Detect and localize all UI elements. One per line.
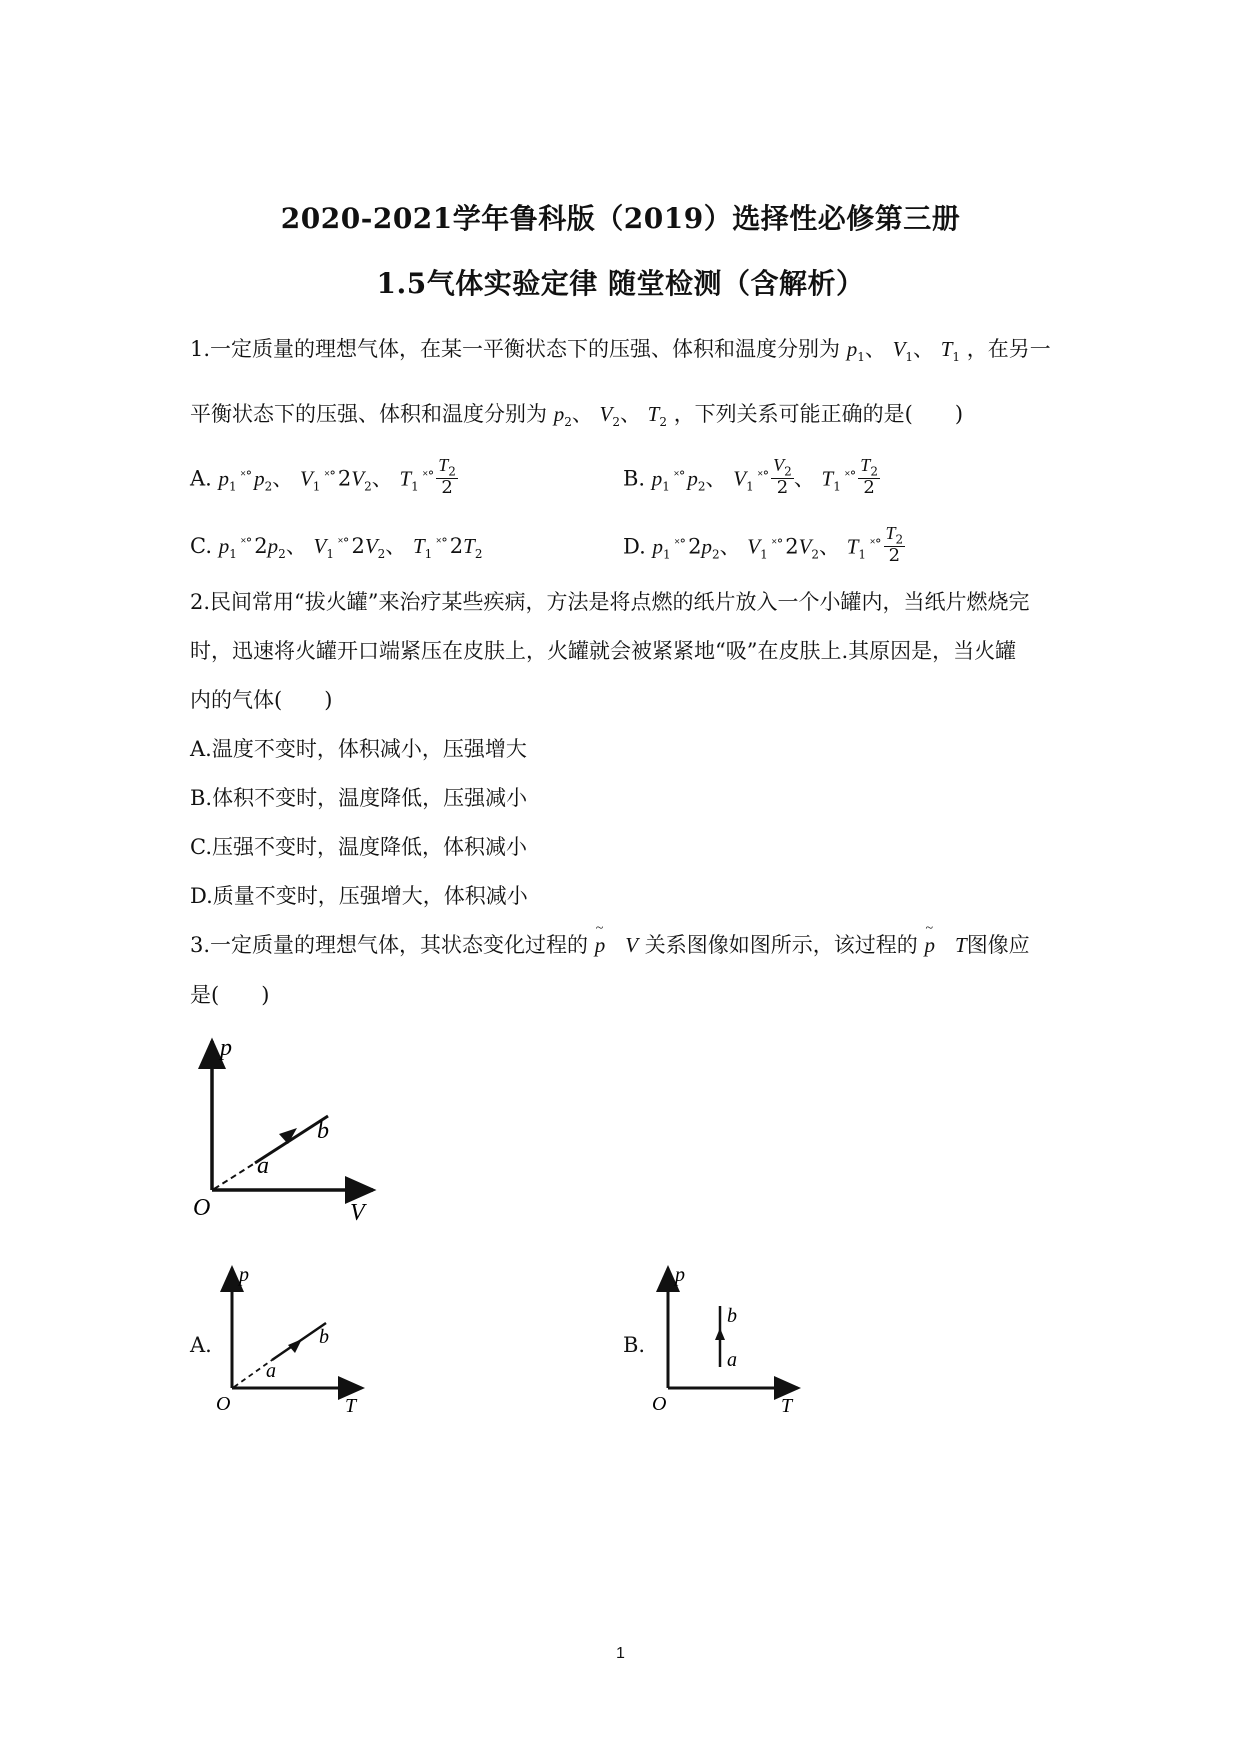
point-label-a: a [727, 1349, 737, 1371]
fraction: $\frac{T_2}{2}$ [860, 455, 878, 499]
origin-label: O [216, 1393, 231, 1415]
axis-label-v: V [350, 1200, 365, 1226]
q1-option-a: A. $p_1^{˟^\circ}p_2$、 $V_1^{˟^\circ}2V_2$、 $T_1^{˟^\circ}$ $\frac{T_2}{2}$ [190, 455, 456, 499]
axis-label-p: p [220, 1035, 232, 1061]
q2-stem-line2: 时，迅速将火罐开口端紧压在皮肤上，火罐就会被紧紧地“吸”在皮肤上.其原因是，当火罐 [190, 639, 1017, 663]
q2-stem-line3: 内的气体( ) [190, 688, 333, 712]
page-number: 1 [616, 1645, 625, 1662]
origin-label: O [652, 1393, 667, 1415]
point-label-b: b [319, 1326, 329, 1348]
doc-title-line1: 2020-2021学年鲁科版（2019）选择性必修第三册 [280, 202, 961, 235]
tilde-p-symbol: ~ p [595, 933, 606, 957]
q3-stem-line1: 3.一定质量的理想气体，其状态变化过程的 ~ p V 关系图像如图所示，该过程的 ~ p T图像应 [190, 929, 1030, 959]
q3-option-a-label: A. [190, 1333, 212, 1357]
q2-stem-line1: 2.民间常用“拔火罐”来治疗某些疾病，方法是将点燃的纸片放入一个小罐内，当纸片燃烧完 [190, 590, 1030, 614]
q1-option-b: B. $p_1^{˟^\circ}p_2$、 $V_1^{˟^\circ}$ $\frac{V_2}{2}$ 、 $T_1^{˟^\circ}$ $\frac{T_2}{2}$ [623, 455, 878, 499]
q2-option-b: B.体积不变时，温度降低，压强减小 [190, 786, 528, 810]
q1-stem-line2: 平衡状态下的压强、体积和温度分别为 $p_2$、 $V_2$、 $T_2$ ，下列关系可能正确的是( ) [190, 402, 964, 430]
q2-option-d: D.质量不变时，压强增大，体积减小 [190, 884, 528, 908]
point-label-a: a [257, 1153, 269, 1179]
q3-option-b-pt-graph [648, 1260, 818, 1420]
q1-option-d: D. $p_1^{˟^\circ}2p_2$、 $V_1^{˟^\circ}2V_2$、 $T_1^{˟^\circ}$ $\frac{T_2}{2}$ [623, 523, 904, 567]
fraction: $\frac{T_2}{2}$ [885, 523, 904, 567]
axis-label-t: T [781, 1395, 793, 1417]
origin-label: O [193, 1195, 211, 1221]
axis-label-p: p [675, 1264, 685, 1286]
axis-label-t: T [345, 1395, 357, 1417]
extension-dashed-line [214, 1163, 255, 1189]
q3-main-pv-graph [185, 1035, 385, 1235]
q2-option-c: C.压强不变时，温度降低，体积减小 [190, 835, 527, 859]
point-label-a: a [266, 1360, 276, 1382]
fraction: $\frac{T_2}{2}$ [438, 455, 456, 499]
doc-title-line2: 1.5气体实验定律 随堂检测（含解析） [376, 267, 865, 300]
direction-arrow [288, 1339, 302, 1353]
point-label-b: b [317, 1118, 329, 1144]
q3-option-b-label: B. [623, 1333, 646, 1357]
q3-option-a-pt-graph [212, 1260, 382, 1420]
point-label-b: b [727, 1305, 737, 1327]
axis-label-p: p [239, 1264, 249, 1286]
direction-arrow [715, 1328, 725, 1340]
q1-option-c: C. $p_1^{˟^\circ}2p_2$、 $V_1^{˟^\circ}2V_2$、 $T_1^{˟^\circ}2T_2$ [190, 534, 483, 562]
tilde-p-symbol: ~ p [924, 933, 935, 957]
fraction: $\frac{V_2}{2}$ [773, 455, 792, 499]
q1-stem-line1: 1.一定质量的理想气体，在某一平衡状态下的压强、体积和温度分别为 $p_1$、 $V_1$、 $T_1$ ，在另一 [190, 337, 1051, 365]
q3-stem-line2: 是( ) [190, 983, 270, 1007]
q2-option-a: A.温度不变时，体积减小，压强增大 [190, 737, 527, 761]
